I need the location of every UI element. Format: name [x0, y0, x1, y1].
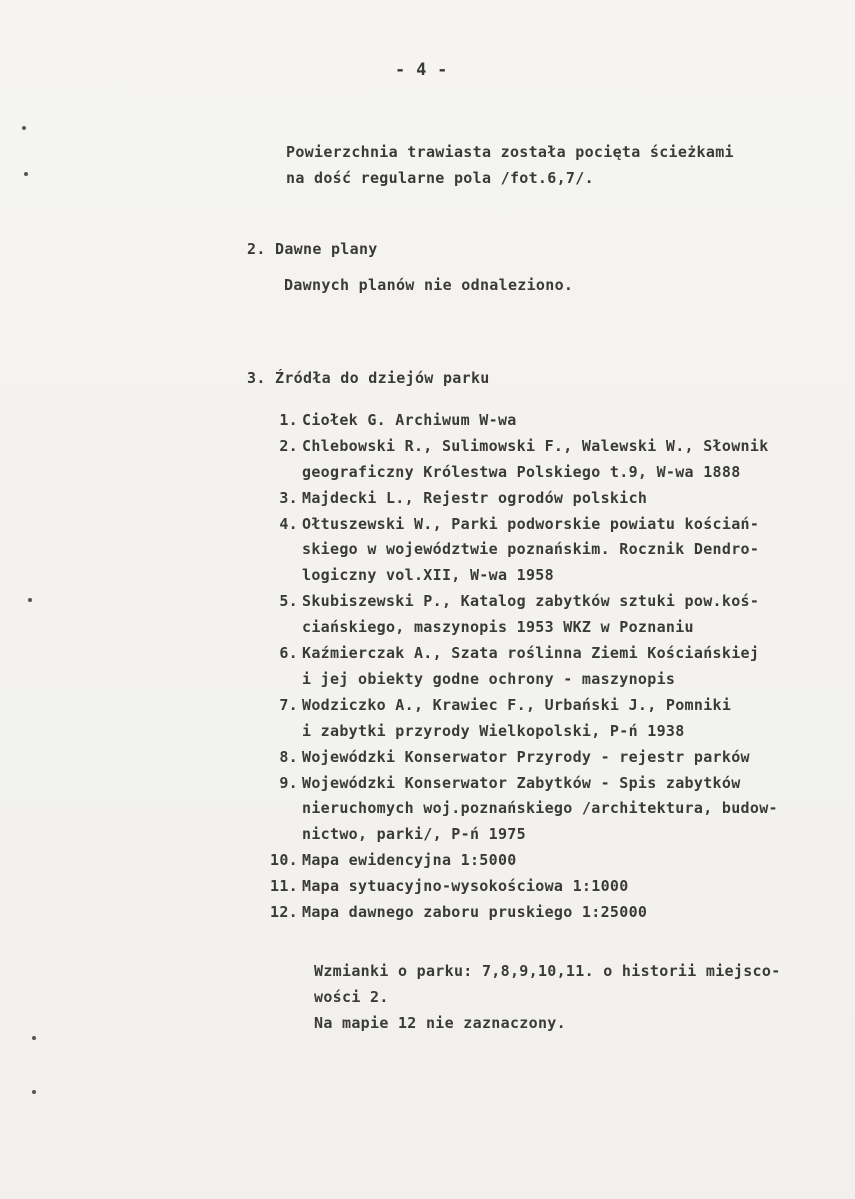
source-item-number: 1. — [279, 411, 298, 429]
punch-mark — [28, 598, 32, 602]
intro-line: Powierzchnia trawiasta została pocięta ścieżkami — [286, 143, 734, 161]
source-item-number: 3. — [279, 488, 298, 507]
source-item-number: 7. — [279, 695, 298, 714]
source-item-number: 12. — [270, 903, 298, 922]
source-item — [258, 748, 848, 774]
source-item-text: Skubiszewski P., Katalog zabytków sztuki pow.koś- — [302, 592, 760, 611]
source-item-number: 11. — [270, 877, 298, 896]
source-item — [258, 903, 848, 929]
source-item-text: Wojewódzki Konserwator Zabytków - Spis zabytków — [302, 773, 741, 792]
source-item-text: Chlebowski R., Sulimowski F., Walewski W., Słownik — [302, 436, 769, 455]
source-item-text: Mapa ewidencyjna 1:5000 — [302, 851, 517, 870]
source-item — [258, 411, 848, 437]
source-item-text: i jej obiekty godne ochrony - maszynopis — [302, 669, 676, 688]
source-item-number: 5. — [279, 592, 298, 611]
section2-text: Dawnych planów nie odnaleziono. — [284, 276, 574, 294]
intro-line: na dość regularne pola /fot.6,7/. — [286, 169, 594, 187]
source-item — [258, 696, 848, 748]
source-item-text: Kaźmierczak A., Szata roślinna Ziemi Kościańskiej — [302, 644, 760, 663]
source-item-text: Ołtuszewski W., Parki podworskie powiatu kościań- — [302, 514, 760, 533]
source-item-number: 4. — [279, 514, 298, 533]
source-item-text: Ciołek G. Archiwum W-wa — [302, 411, 517, 429]
source-item-number: 10. — [270, 851, 298, 870]
source-item-text: nieruchomych woj.poznańskiego /architektura, budow- — [302, 799, 778, 818]
source-item — [258, 851, 848, 877]
notes-line: Wzmianki o parku: 7,8,9,10,11. o historii miejsco- — [314, 962, 781, 980]
source-item — [258, 515, 848, 593]
source-item-text: ciańskiego, maszynopis 1953 WKZ w Poznaniu — [302, 618, 694, 637]
source-item — [258, 489, 848, 515]
notes-line: Na mapie 12 nie zaznaczony. — [314, 1014, 566, 1032]
source-item-text: Mapa dawnego zaboru pruskiego 1:25000 — [302, 903, 648, 922]
source-item-number: 6. — [279, 644, 298, 663]
source-item-text: geograficzny Królestwa Polskiego t.9, W-wa 1888 — [302, 462, 741, 481]
source-item — [258, 877, 848, 903]
source-item — [258, 774, 848, 852]
source-item-number: 8. — [279, 747, 298, 766]
notes-paragraph — [314, 958, 781, 1036]
punch-mark — [32, 1090, 36, 1094]
section2-heading: 2. Dawne plany — [247, 240, 378, 258]
source-item-text: Wojewódzki Konserwator Przyrody - rejestr parków — [302, 747, 750, 766]
source-item-text: i zabytki przyrody Wielkopolski, P-ń 1938 — [302, 721, 685, 740]
punch-mark — [32, 1036, 36, 1040]
source-item-text: Wodziczko A., Krawiec F., Urbański J., Pomniki — [302, 695, 732, 714]
page-number: - 4 - — [395, 60, 448, 80]
punch-mark — [22, 126, 26, 130]
source-item — [258, 644, 848, 696]
source-item — [258, 592, 848, 644]
source-item-text: Majdecki L., Rejestr ogrodów polskich — [302, 488, 648, 507]
source-item-number: 2. — [279, 436, 298, 455]
source-item-text: logiczny vol.XII, W-wa 1958 — [302, 566, 554, 585]
intro-paragraph — [286, 139, 734, 191]
source-item-text: Mapa sytuacyjno-wysokościowa 1:1000 — [302, 877, 629, 896]
source-item-number: 9. — [279, 773, 298, 792]
source-item-text: skiego w województwie poznańskim. Rocznik Dendro- — [302, 540, 760, 559]
source-item — [258, 437, 848, 489]
notes-line: wości 2. — [314, 988, 389, 1006]
section3-heading: 3. Źródła do dziejów parku — [247, 369, 490, 387]
punch-mark — [24, 172, 28, 176]
source-item-text: nictwo, parki/, P-ń 1975 — [302, 825, 526, 844]
